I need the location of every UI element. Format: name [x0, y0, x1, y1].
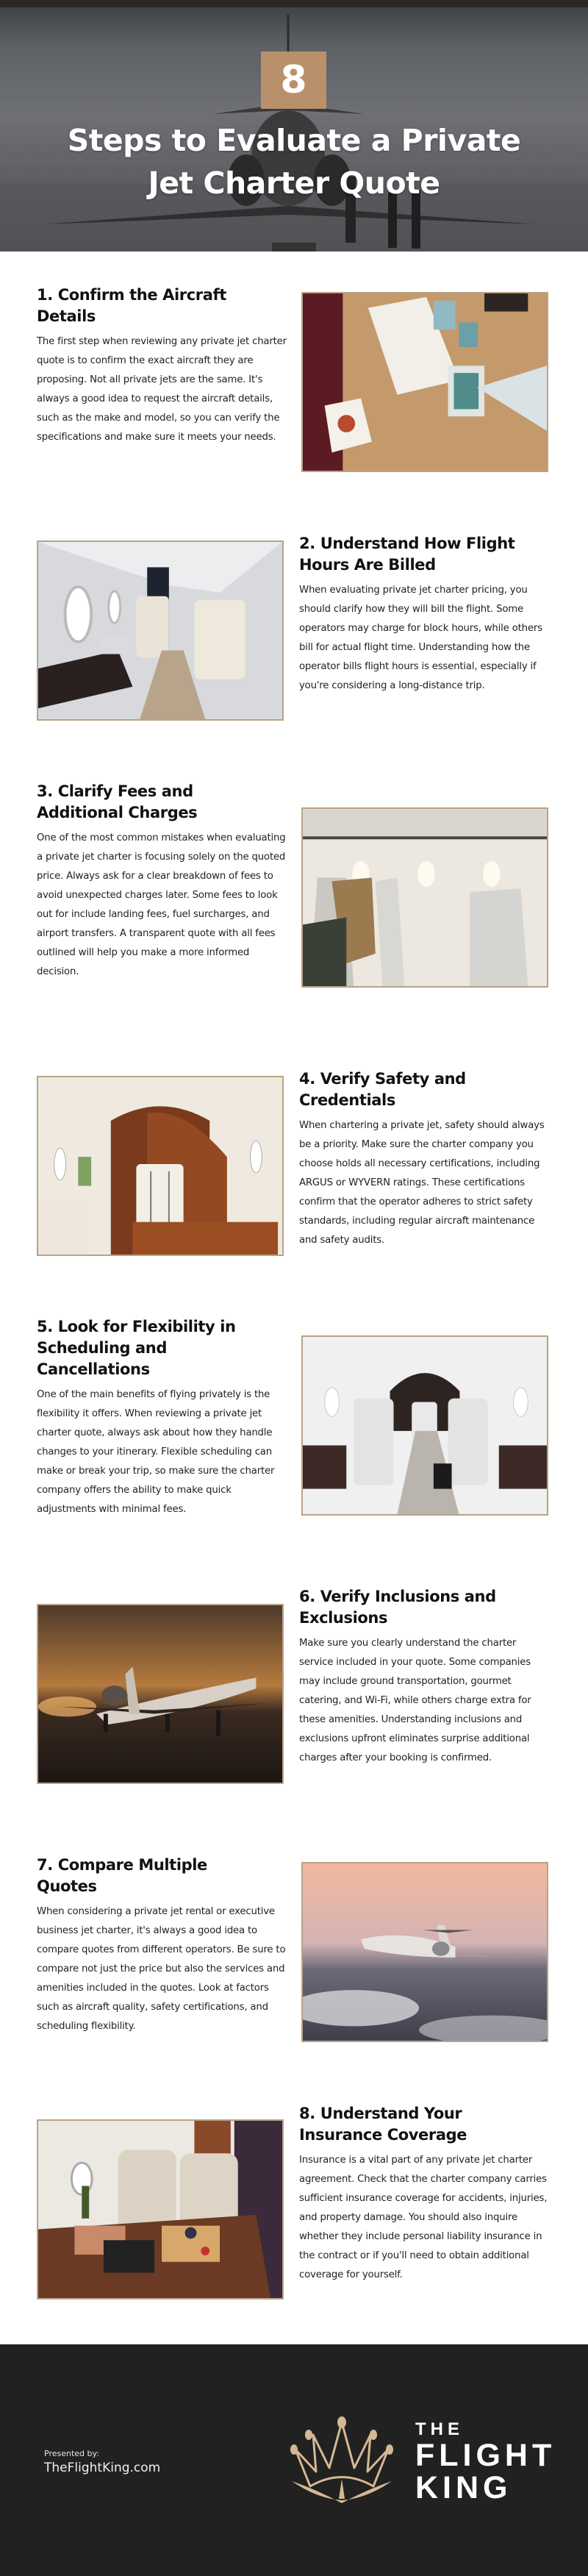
step-body: One of the most common mistakes when evaluating a private jet charter is focusing solely on the quoted price. Always ask for a clear breakdown of fees to avoid unexpected charges later. Some fees to look out for include landing fees, fuel surcharges, and airport transfers. A transparent quote with all fees outlined will help you make a more informed decision.: [37, 832, 286, 977]
jet-cabin-interior-laptop-photo: [37, 540, 284, 721]
step-heading: [299, 1068, 553, 1111]
brand-line-the: THE: [415, 2419, 464, 2439]
business-class-seats-photo: [301, 807, 548, 988]
step-body: When considering a private jet rental or executive business jet charter, it's always a good idea to compare quotes from different operators. Be sure to compare not just the price but also the services and amenities included in the quotes. Look at factors such as aircraft quality, safety certifications, and scheduling flexibility.: [37, 1906, 286, 2032]
website-link[interactable]: TheFlightKing.com: [44, 2461, 161, 2475]
heading-line: 6. Verify Inclusions and: [299, 1588, 496, 1605]
footer: [0, 2344, 588, 2576]
brand-line-flight: FLIGHT: [415, 2438, 556, 2473]
heading-line: Hours Are Billed: [299, 556, 436, 574]
step-body: Make sure you clearly understand the charter service included in your quote. Some companies may include ground transportation, gourmet catering, and Wi-Fi, while others charge extra for these amenities. Understanding inclusions and exclusions upfront eliminates surprise additional charges after your booking is confirmed.: [299, 1638, 531, 1763]
heading-line: 8. Understand Your: [299, 2105, 462, 2122]
crown-icon: [288, 2416, 395, 2503]
presented-by-label: Presented by:: [44, 2449, 99, 2458]
white-leather-jet-cabin-photo: [301, 1335, 548, 1516]
wood-paneled-jet-cabin-photo: [37, 1076, 284, 1256]
step-body: When chartering a private jet, safety should always be a priority. Make sure the charter company you choose holds all necessary certifications, including ARGUS or WYVERN ratings. These certifications confirm that the operator adheres to strict safety standards, including regular aircraft maintenance and safety audits.: [299, 1120, 545, 1246]
step-body: Insurance is a vital part of any private jet charter agreement. Check that the charter company carries sufficient insurance coverage for accidents, injuries, and property damage. You should also inquire whether they include personal liability insurance in the contract or if you'll need to obtain additional coverage for yourself.: [299, 2155, 548, 2280]
brand-line-king: KING: [415, 2470, 512, 2505]
people-planning-travel-table-photo: [301, 292, 548, 472]
heading-line: Insurance Coverage: [299, 2126, 467, 2144]
step-body: One of the main benefits of flying privately is the flexibility it offers. When reviewing a private jet charter quote, always ask about how they handle changes to your itinerary. Flexible scheduling can make or break your trip, so make sure the charter company offers the ability to make quick adjustments with minimal fees.: [37, 1389, 275, 1515]
heading-line: Exclusions: [299, 1609, 388, 1627]
step-heading: [37, 781, 290, 824]
heading-line: 5. Look for Flexibility in: [37, 1318, 236, 1335]
step-heading: [299, 533, 553, 576]
title-line-2: Jet Charter Quote: [148, 165, 440, 201]
step-heading: [299, 2103, 553, 2146]
heading-line: 7. Compare Multiple: [37, 1856, 207, 1874]
page-title: [0, 119, 588, 204]
step-heading: [37, 1316, 290, 1380]
heading-line: Credentials: [299, 1091, 395, 1109]
jet-on-runway-sunset-photo: [37, 1604, 284, 1784]
step-body: The first step when reviewing any private jet charter quote is to confirm the exact aircraft they are proposing. Not all private jets are the same. It's always a good idea to request the aircraft details, such as the make and model, so you can verify the specifications and make sure it meets your needs.: [37, 336, 287, 443]
heading-line: 1. Confirm the Aircraft: [37, 286, 226, 304]
heading-line: Scheduling and: [37, 1339, 167, 1357]
jet-flying-above-clouds-photo: [301, 1862, 548, 2042]
heading-line: Additional Charges: [37, 804, 198, 821]
step-count-badge: 8: [261, 51, 326, 109]
step-heading: [37, 285, 290, 327]
heading-line: 3. Clarify Fees and: [37, 782, 193, 800]
step-heading: [299, 1586, 553, 1629]
title-line-1: Steps to Evaluate a Private: [67, 123, 521, 158]
catering-spread-jet-cabin-photo: [37, 2119, 284, 2300]
heading-line: Cancellations: [37, 1360, 150, 1378]
heading-line: Details: [37, 307, 96, 325]
step-heading: [37, 1855, 290, 1897]
heading-line: 4. Verify Safety and: [299, 1070, 466, 1088]
heading-line: Quotes: [37, 1877, 97, 1895]
hero-banner: [0, 0, 588, 251]
step-body: When evaluating private jet charter pricing, you should clarify how they will bill the flight. Some operators may charge for block hours, while others bill for actual flight time. Understanding how the operator bills flight hours is essential, especially if you're considering a long-distance trip.: [299, 585, 542, 691]
heading-line: 2. Understand How Flight: [299, 535, 515, 552]
